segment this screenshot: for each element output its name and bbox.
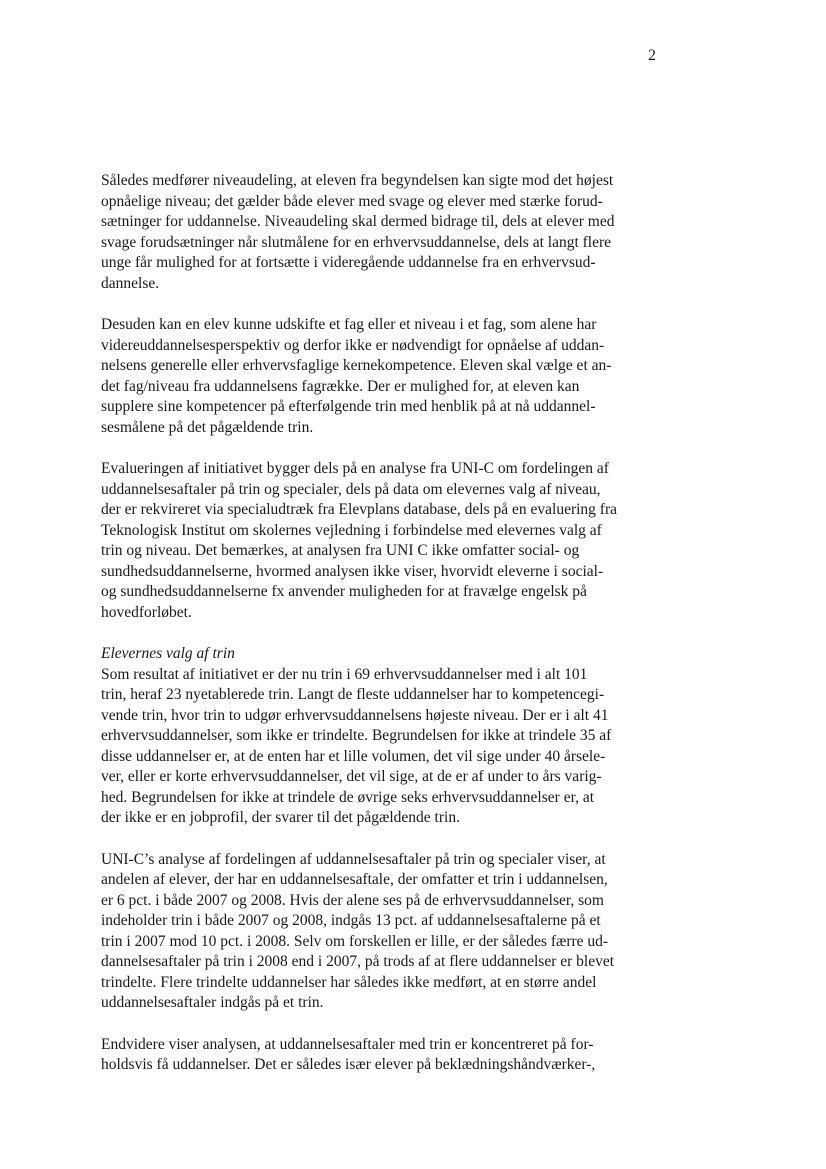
text-line: hovedforløbet. xyxy=(101,603,192,621)
page-number: 2 xyxy=(648,47,656,64)
text-line: sætninger for uddannelse. Niveaudeling skal dermed bidrage til, dels at elever med xyxy=(101,213,615,230)
paragraph-uni-c-analyse xyxy=(101,850,646,1014)
text-line: videreuddannelsesperspektiv og derfor ikke er nødvendigt for opnåelse af uddan- xyxy=(101,336,605,354)
text-line: der ikke er en jobprofil, der svarer til det pågældende trin. xyxy=(101,809,460,826)
paragraph-niveaudeling xyxy=(101,171,646,294)
text-line: Som resultat af initiativet er der nu trin i 69 erhvervsuddannelser med i alt 101 xyxy=(101,665,588,683)
text-line: opnåelige niveau; det gælder både elever med svage og elever med stærke forud- xyxy=(101,192,603,210)
text-line: uddannelsesaftaler på trin og specialer, dels på data om elevernes valg af niveau, xyxy=(101,480,601,498)
text-line: andelen af elever, der har en uddannelsesaftale, der omfatter et trin i uddannelsen, xyxy=(101,871,608,888)
text-line: det fag/niveau fra uddannelsens fagrække. Der er mulighed for, at eleven kan xyxy=(101,377,580,395)
text-line: ver, eller er korte erhvervsuddannelser, det vil sige, at de er af under to års varig- xyxy=(101,768,602,785)
text-line: nelsens generelle eller erhvervsfaglige kernekompetence. Eleven skal vælge et an- xyxy=(101,357,612,374)
text-line: dannelse. xyxy=(101,274,160,292)
text-line: trindelte. Flere trindelte uddannelser har således ikke medført, at en større andel xyxy=(101,973,597,991)
text-line: Desuden kan en elev kunne udskifte et fag eller et niveau i et fag, som alene har xyxy=(101,316,597,333)
text-line: uddannelsesaftaler indgås på et trin. xyxy=(101,994,324,1011)
text-line: Således medfører niveaudeling, at eleven fra begyndelsen kan sigte mod det højest xyxy=(101,172,614,189)
paragraph-udskifte-fag xyxy=(101,315,646,438)
text-line: trin og niveau. Det bemærkes, at analysen fra UNI C ikke omfatter social- og xyxy=(101,542,580,559)
text-line: svage forudsætninger når slutmålene for en erhvervsuddannelse, dels at langt flere xyxy=(101,233,612,251)
text-line: trin, heraf 23 nyetablerede trin. Langt de fleste uddannelser har to kompetencegi- xyxy=(101,686,605,703)
text-line: supplere sine kompetencer på efterfølgende trin med henblik på at nå uddannel- xyxy=(101,398,596,415)
text-line: hed. Begrundelsen for ikke at trindele de øvrige seks erhvervsuddannelser er, at xyxy=(101,788,595,806)
text-line: indeholder trin i både 2007 og 2008, indgås 13 pct. af uddannelsesaftalerne på et xyxy=(101,912,601,929)
paragraph-endvidere xyxy=(101,1035,646,1076)
text-line: sundhedsuddannelserne, hvormed analysen ikke viser, hvorvidt eleverne i social- xyxy=(101,562,604,580)
text-line: unge får mulighed for at fortsætte i videregående uddannelse fra en erhvervsud- xyxy=(101,254,596,271)
text-line: erhvervsuddannelser, som ikke er trindelte. Begrundelsen for ikke at trindele 35 af xyxy=(101,727,612,744)
paragraph-elevernes-valg xyxy=(101,644,646,829)
text-line: vende trin, hvor trin to udgør erhvervsuddannelsens højeste niveau. Der er i alt 41 xyxy=(101,706,609,724)
text-line: dannelsesaftaler på trin i 2008 end i 2007, på trods af at flere uddannelser er blevet xyxy=(101,953,615,970)
text-line: sesmålene på det pågældende trin. xyxy=(101,418,314,436)
text-line: og sundhedsuddannelserne fx anvender muligheden for at fravælge engelsk på xyxy=(101,583,587,600)
text-line: der er rekvireret via specialudtræk fra Elevplans database, dels på en evaluering fra xyxy=(101,501,617,518)
text-line: er 6 pct. i både 2007 og 2008. Hvis der alene ses på de erhvervsuddannelser, som xyxy=(101,891,604,909)
text-line: holdsvis få uddannelser. Det er således især elever på beklædningshåndværker-, xyxy=(101,1056,596,1073)
paragraph-evaluering xyxy=(101,459,646,623)
text-line: Evalueringen af initiativet bygger dels på en analyse fra UNI-C om fordelingen af xyxy=(101,460,609,477)
text-line: trin i 2007 mod 10 pct. i 2008. Selv om forskellen er lille, er der således færre ud- xyxy=(101,932,609,950)
text-line: UNI-C’s analyse af fordelingen af uddannelsesaftaler på trin og specialer viser, at xyxy=(101,850,606,868)
document-body xyxy=(101,171,646,1097)
section-heading: Elevernes valg af trin xyxy=(101,645,235,662)
text-line: Teknologisk Institut om skolernes vejledning i forbindelse med elevernes valg af xyxy=(101,521,602,539)
text-line: Endvidere viser analysen, at uddannelsesaftaler med trin er koncentreret på for- xyxy=(101,1035,594,1053)
text-line: disse uddannelser er, at de enten har et lille volumen, det vil sige under 40 årsele- xyxy=(101,747,606,765)
